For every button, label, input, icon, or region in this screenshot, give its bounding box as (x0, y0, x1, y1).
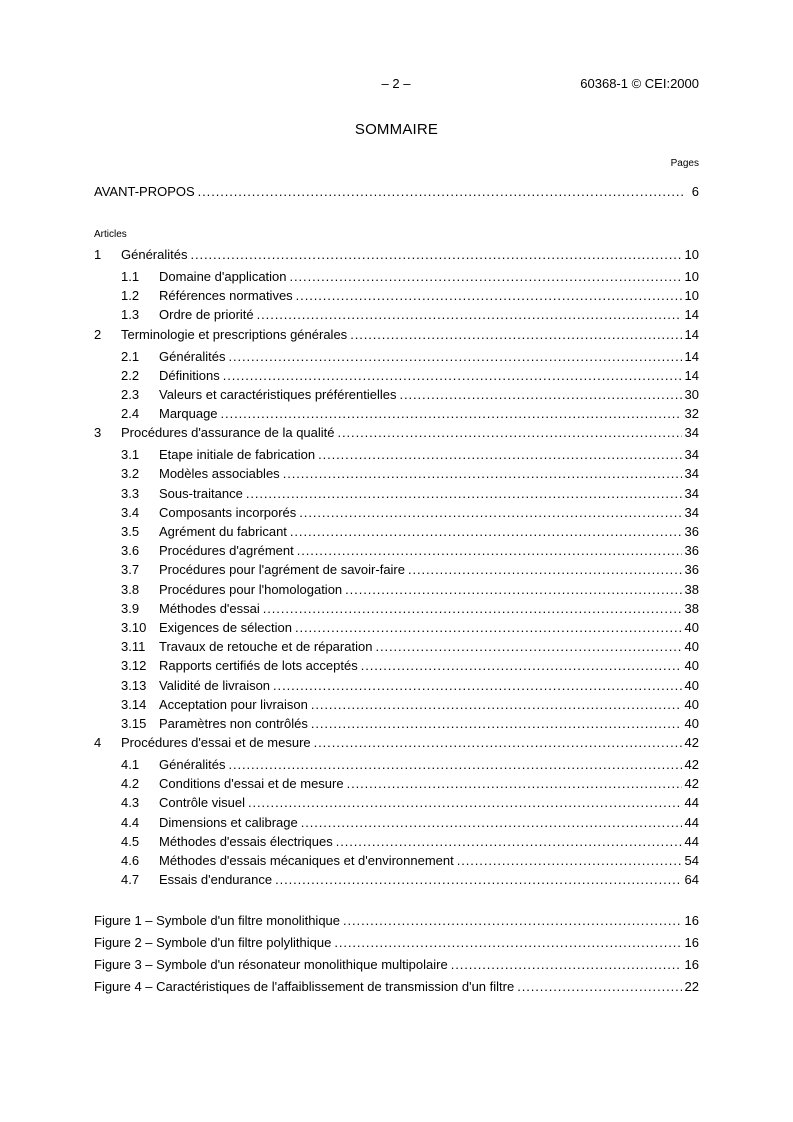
toc-entry-text: Dimensions et calibrage (159, 815, 298, 830)
pages-column-label: Pages (670, 158, 699, 169)
toc-entry[interactable] (94, 735, 699, 751)
toc-entry[interactable] (94, 447, 699, 463)
dot-leader (350, 327, 681, 343)
figure-entry-page: 22 (684, 979, 699, 994)
toc-entry-number: 3.9 (121, 601, 140, 616)
toc-entry-number: 4.2 (121, 776, 140, 791)
dot-leader (221, 406, 682, 422)
figure-entry-text: Figure 2 – Symbole d'un filtre polylithique (94, 935, 332, 950)
dot-leader (275, 872, 681, 888)
toc-entry[interactable] (94, 834, 699, 850)
toc-entry-text: Procédures d'essai et de mesure (121, 735, 311, 750)
toc-entry[interactable] (94, 582, 699, 598)
dot-leader (375, 639, 681, 655)
dot-leader (301, 815, 682, 831)
toc-entry-number: 3.1 (121, 447, 140, 462)
toc-entry-page: 44 (684, 795, 699, 810)
toc-entry-page: 36 (684, 524, 699, 539)
toc-entry[interactable] (94, 815, 699, 831)
toc-entry-text: Références normatives (159, 288, 293, 303)
toc-entry-page: 34 (684, 425, 699, 440)
toc-entry-text: Exigences de sélection (159, 620, 292, 635)
toc-entry[interactable] (94, 368, 699, 384)
dot-leader (246, 486, 682, 502)
toc-entry-number: 3.10 (121, 620, 147, 635)
toc-entry-text: Paramètres non contrôlés (159, 716, 308, 731)
toc-entry-number: 4.5 (121, 834, 140, 849)
toc-entry-text: Procédures pour l'agrément de savoir-faire (159, 562, 405, 577)
dot-leader (290, 269, 682, 285)
toc-entry-number: 4.1 (121, 757, 140, 772)
toc-entry-page: 10 (684, 247, 699, 262)
dot-leader (263, 601, 682, 617)
dot-leader (361, 658, 682, 674)
toc-entry-number: 4.6 (121, 853, 140, 868)
dot-leader (290, 524, 682, 540)
page-number: – 2 – (381, 76, 411, 91)
toc-entry-number: 4 (94, 735, 102, 750)
figure-entry[interactable] (94, 935, 699, 951)
figure-entry-page: 16 (684, 935, 699, 950)
toc-entry-page: 10 (684, 288, 699, 303)
dot-leader (198, 184, 684, 200)
toc-entry-text: Méthodes d'essai (159, 601, 260, 616)
toc-entry-page: 42 (684, 735, 699, 750)
toc-entry[interactable] (94, 872, 699, 888)
toc-entry-number: 3.4 (121, 505, 140, 520)
toc-entry[interactable] (94, 776, 699, 792)
toc-entry-page: 64 (684, 872, 699, 887)
dot-leader (248, 795, 682, 811)
toc-entry-number: 1.2 (121, 288, 140, 303)
toc-entry-page: 40 (684, 716, 699, 731)
toc-entry-number: 2.2 (121, 368, 140, 383)
toc-entry-page: 30 (684, 387, 699, 402)
toc-entry[interactable] (94, 562, 699, 578)
toc-entry-text: Conditions d'essai et de mesure (159, 776, 344, 791)
dot-leader (311, 716, 682, 732)
toc-entry-text: Généralités (159, 757, 226, 772)
dot-leader (336, 834, 682, 850)
toc-entry-page: 40 (684, 678, 699, 693)
dot-leader (457, 853, 682, 869)
dot-leader (295, 620, 682, 636)
toc-entry[interactable] (94, 387, 699, 403)
figure-entry[interactable] (94, 957, 699, 973)
dot-leader (311, 697, 682, 713)
toc-entry[interactable] (94, 757, 699, 773)
toc-entry-page: 10 (684, 269, 699, 284)
toc-entry-number: 3.3 (121, 486, 140, 501)
toc-entry-page: 42 (684, 757, 699, 772)
toc-entry-page: 14 (684, 349, 699, 364)
page-title: SOMMAIRE (354, 121, 439, 138)
toc-entry-page: 34 (684, 486, 699, 501)
toc-entry[interactable] (94, 620, 699, 636)
toc-entry-text: Définitions (159, 368, 220, 383)
toc-entry-number: 3.13 (121, 678, 147, 693)
toc-entry[interactable] (94, 601, 699, 617)
toc-entry-page: 38 (684, 601, 699, 616)
toc-entry-text: Procédures pour l'homologation (159, 582, 343, 597)
toc-entry-page: 40 (684, 697, 699, 712)
toc-entry-number: 3.11 (121, 639, 146, 654)
toc-entry[interactable] (94, 425, 699, 441)
toc-entry-page: 36 (684, 562, 699, 577)
dot-leader (451, 957, 682, 973)
toc-entry[interactable] (94, 795, 699, 811)
toc-entry[interactable] (94, 307, 699, 323)
dot-leader (517, 979, 681, 995)
toc-entry[interactable] (94, 678, 699, 694)
toc-entry-number: 4.4 (121, 815, 140, 830)
dot-leader (190, 247, 681, 263)
toc-entry-text: Sous-traitance (159, 486, 243, 501)
toc-entry-text: Généralités (121, 247, 188, 262)
dot-leader (223, 368, 682, 384)
toc-entry-text: Agrément du fabricant (159, 524, 287, 539)
figure-entry-text: Figure 3 – Symbole d'un résonateur monolithique multipolaire (94, 957, 448, 972)
toc-entry[interactable] (94, 406, 699, 422)
dot-leader (257, 307, 682, 323)
toc-entry-text: Contrôle visuel (159, 795, 245, 810)
toc-entry[interactable] (94, 639, 699, 655)
toc-entry[interactable] (94, 288, 699, 304)
toc-entry-text: Marquage (159, 406, 218, 421)
figure-entry-text: Figure 4 – Caractéristiques de l'affaiblissement de transmission d'un filtre (94, 979, 515, 994)
toc-entry-text: Ordre de priorité (159, 307, 254, 322)
toc-entry-text: Travaux de retouche et de réparation (159, 639, 373, 654)
dot-leader (283, 466, 682, 482)
dot-leader (347, 776, 682, 792)
toc-entry-page: 34 (684, 466, 699, 481)
dot-leader (314, 735, 682, 751)
toc-entry-text: Etape initiale de fabrication (159, 447, 316, 462)
toc-entry-text: AVANT-PROPOS (94, 184, 195, 199)
articles-label: Articles (94, 229, 127, 240)
toc-entry[interactable] (94, 269, 699, 285)
toc-entry-text: Méthodes d'essais électriques (159, 834, 333, 849)
toc-entry-number: 4.3 (121, 795, 140, 810)
figure-entry[interactable] (94, 913, 699, 929)
dot-leader (400, 387, 682, 403)
dot-leader (297, 543, 682, 559)
dot-leader (273, 678, 681, 694)
toc-entry-foreword[interactable] (94, 184, 699, 200)
toc-entry[interactable] (94, 716, 699, 732)
toc-entry[interactable] (94, 466, 699, 482)
toc-entry-text: Acceptation pour livraison (159, 697, 308, 712)
toc-entry-number: 3 (94, 425, 102, 440)
dot-leader (299, 505, 681, 521)
dot-leader (296, 288, 682, 304)
toc-entry-page: 40 (684, 658, 699, 673)
toc-entry-number: 3.15 (121, 716, 147, 731)
toc-entry-page: 34 (684, 505, 699, 520)
toc-entry[interactable] (94, 697, 699, 713)
toc-entry-page: 14 (684, 307, 699, 322)
toc-entry[interactable] (94, 327, 699, 343)
toc-entry-text: Validité de livraison (159, 678, 271, 693)
figure-entry-page: 16 (684, 957, 699, 972)
toc-entry-page: 14 (684, 327, 699, 342)
toc-entry-number: 2.1 (121, 349, 140, 364)
toc-entry-page: 6 (691, 184, 699, 199)
toc-entry-number: 3.14 (121, 697, 147, 712)
toc-entry-text: Modèles associables (159, 466, 280, 481)
toc-entry[interactable] (94, 658, 699, 674)
toc-entry-page: 42 (684, 776, 699, 791)
dot-leader (408, 562, 682, 578)
toc-entry-text: Rapports certifiés de lots acceptés (159, 658, 358, 673)
toc-entry[interactable] (94, 349, 699, 365)
toc-entry-page: 38 (684, 582, 699, 597)
toc-entry-page: 36 (684, 543, 699, 558)
figure-entry-text: Figure 1 – Symbole d'un filtre monolithique (94, 913, 341, 928)
toc-entry-text: Procédures d'assurance de la qualité (121, 425, 335, 440)
toc-entry-number: 1.3 (121, 307, 140, 322)
figure-entry-page: 16 (684, 913, 699, 928)
dot-leader (228, 757, 681, 773)
toc-entry-page: 54 (684, 853, 699, 868)
toc-entry-number: 2.4 (121, 406, 140, 421)
toc-entry[interactable] (94, 524, 699, 540)
toc-entry-text: Généralités (159, 349, 226, 364)
toc-entry-page: 40 (684, 639, 699, 654)
toc-entry-text: Composants incorporés (159, 505, 297, 520)
toc-entry-page: 44 (684, 834, 699, 849)
toc-entry[interactable] (94, 853, 699, 869)
toc-entry-number: 3.12 (121, 658, 147, 673)
dot-leader (334, 935, 681, 951)
dot-leader (318, 447, 681, 463)
toc-entry-page: 40 (684, 620, 699, 635)
toc-entry[interactable] (94, 486, 699, 502)
dot-leader (345, 582, 681, 598)
toc-entry-page: 32 (684, 406, 699, 421)
toc-entry-number: 4.7 (121, 872, 140, 887)
toc-entry-number: 3.2 (121, 466, 140, 481)
toc-entry[interactable] (94, 505, 699, 521)
toc-entry-text: Essais d'endurance (159, 872, 273, 887)
toc-entry-text: Domaine d'application (159, 269, 287, 284)
dot-leader (338, 425, 682, 441)
toc-entry-number: 3.5 (121, 524, 140, 539)
toc-entry-number: 2 (94, 327, 102, 342)
toc-entry[interactable] (94, 543, 699, 559)
document-reference: 60368-1 © CEI:2000 (580, 76, 699, 91)
toc-entry-number: 3.7 (121, 562, 140, 577)
toc-entry-page: 44 (684, 815, 699, 830)
toc-entry-text: Méthodes d'essais mécaniques et d'environnement (159, 853, 454, 868)
figure-entry[interactable] (94, 979, 699, 995)
toc-entry-number: 2.3 (121, 387, 140, 402)
toc-entry-page: 34 (684, 447, 699, 462)
toc-entry-text: Procédures d'agrément (159, 543, 294, 558)
dot-leader (343, 913, 682, 929)
toc-entry[interactable] (94, 247, 699, 263)
toc-entry-text: Terminologie et prescriptions générales (121, 327, 348, 342)
toc-entry-text: Valeurs et caractéristiques préférentielles (159, 387, 397, 402)
toc-entry-number: 1 (94, 247, 102, 262)
toc-entry-page: 14 (684, 368, 699, 383)
toc-entry-number: 3.6 (121, 543, 140, 558)
dot-leader (228, 349, 681, 365)
toc-entry-number: 3.8 (121, 582, 140, 597)
toc-entry-number: 1.1 (121, 269, 140, 284)
